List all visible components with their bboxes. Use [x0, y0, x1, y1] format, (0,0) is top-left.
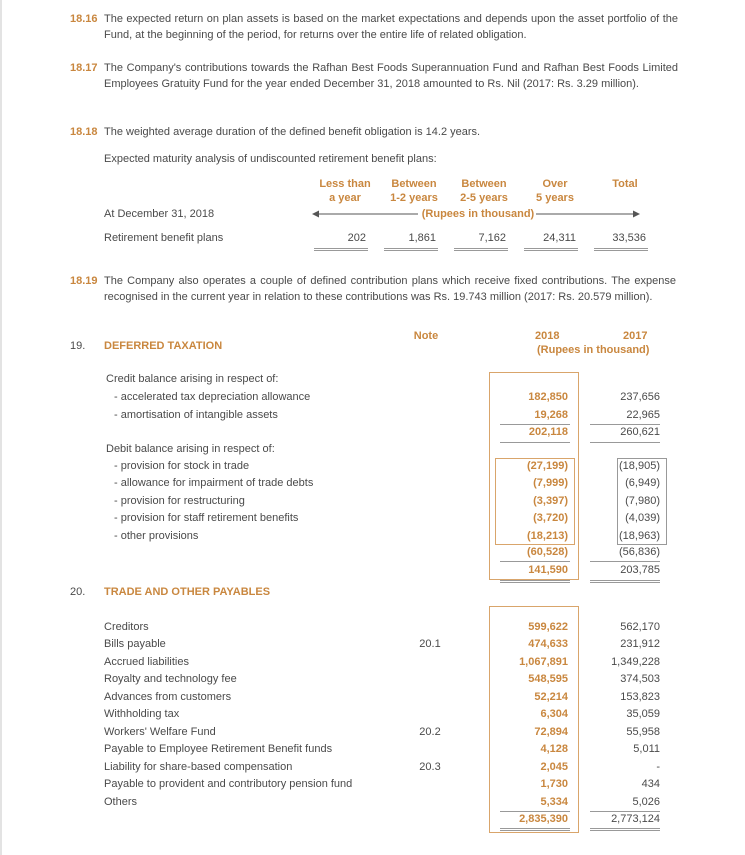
debit-total-line — [500, 561, 570, 562]
maturity-col-1-2-years: Between 1-2 years — [390, 178, 438, 204]
maturity-value-2-5-years: 7,162 — [478, 232, 506, 244]
payable-row-2017: - — [656, 760, 660, 773]
credit-row-2018: 182,850 — [528, 391, 568, 403]
maturity-row-label: Retirement benefit plans — [104, 232, 224, 244]
payable-row-label: Creditors — [104, 621, 149, 633]
credit-total-2017: 260,621 — [620, 426, 660, 438]
debit-row-2018: (27,199) — [527, 460, 568, 472]
payable-row-2018: 2,045 — [540, 760, 568, 773]
payable-row-label: Payable to Employee Retirement Benefit funds — [104, 743, 333, 756]
debit-total-2017: (56,836) — [619, 546, 660, 558]
maturity-underline — [314, 248, 368, 251]
note-18-16-text: The expected return on plan assets is based on the market expectations and depends upon the asset portfolio of the Fund, at the beginning of the period, for returns over the entire life of related obligation. — [104, 13, 678, 41]
maturity-col-over-5-years: Over 5 years — [536, 178, 574, 204]
payable-row-label: Workers' Welfare Fund — [104, 725, 216, 738]
note-18-16-number: 18.16 — [70, 13, 98, 25]
payable-row-note: 20.1 — [419, 638, 441, 651]
maturity-value-less-than-year: 202 — [347, 232, 366, 244]
year-2018-header: 2018 — [535, 330, 560, 342]
debit-row-2017: (4,039) — [625, 512, 660, 525]
page-edge-bar — [0, 0, 2, 855]
payable-row-2017: 1,349,228 — [611, 655, 660, 668]
debit-row-label: - allowance for impairment of trade debts — [114, 477, 314, 490]
payable-row-2018: 72,894 — [534, 725, 568, 738]
payable-row-2017: 5,026 — [632, 795, 660, 808]
section-20-number: 20. — [70, 586, 86, 598]
deferred-tax-net-2017: 203,785 — [620, 564, 660, 576]
maturity-unit-label: (Rupees in thousand) — [421, 208, 535, 220]
payable-row-label: Royalty and technology fee — [104, 673, 237, 686]
maturity-analysis-intro: Expected maturity analysis of undiscounted retirement benefit plans: — [104, 153, 437, 165]
debit-row-2018: (3,397) — [533, 494, 568, 507]
debit-total-2018: (60,528) — [527, 546, 568, 558]
note-column-header: Note — [413, 330, 439, 342]
payables-total-2017: 2,773,124 — [611, 813, 660, 825]
payable-row-2018: 548,595 — [528, 673, 568, 686]
section-20-title: TRADE AND OTHER PAYABLES — [104, 586, 271, 598]
debit-balance-heading: Debit balance arising in respect of: — [106, 443, 275, 455]
maturity-value-over-5-years: 24,311 — [543, 232, 576, 244]
credit-row-label: - accelerated tax depreciation allowance — [114, 391, 311, 403]
payable-row-2018: 474,633 — [528, 638, 568, 651]
debit-row-2017: (7,980) — [625, 494, 660, 507]
debit-row-2018: (18,213) — [527, 529, 568, 542]
maturity-value-1-2-years: 1,861 — [408, 232, 436, 244]
payable-row-2017: 55,958 — [626, 725, 660, 738]
payable-row-label: Bills payable — [104, 638, 166, 651]
payable-row-note: 20.3 — [419, 760, 441, 773]
deferred-tax-net-2018: 141,590 — [528, 564, 568, 576]
note-18-18-text: The weighted average duration of the defined benefit obligation is 14.2 years. — [104, 126, 481, 138]
net-total-double-line — [590, 580, 660, 583]
payable-row-2017: 562,170 — [620, 621, 660, 633]
year-2017-header: 2017 — [623, 330, 648, 342]
payable-row-2017: 5,011 — [633, 743, 660, 756]
payable-row-2018: 6,304 — [540, 708, 568, 721]
credit-row-2018: 19,268 — [534, 408, 568, 421]
arrow-left-icon — [312, 211, 319, 218]
payable-row-2018: 1,730 — [540, 778, 568, 791]
debit-row-2017: (6,949) — [625, 477, 660, 490]
payable-row-2017: 35,059 — [626, 708, 660, 721]
debit-2018-inner-box — [495, 458, 575, 545]
maturity-col-2-5-years: Between 2-5 years — [460, 178, 508, 204]
payable-row-2018: 52,214 — [534, 690, 568, 703]
payable-row-2017: 231,912 — [620, 638, 660, 651]
note-18-17-text: The Company's contributions towards the Rafhan Best Foods Superannuation Fund and Rafhan Best Foods Limited Employees Gratuity Fund for the year ended December 31, 2018 amounted to Rs. Nil (2017: Rs. 3.29 million). — [104, 62, 678, 90]
payable-row-label: Accrued liabilities — [104, 655, 189, 668]
debit-total-line — [590, 561, 660, 562]
debit-row-label: - other provisions — [114, 529, 199, 542]
payable-row-label: Others — [104, 795, 138, 808]
maturity-period-label: At December 31, 2018 — [104, 208, 215, 220]
payable-row-2018: 5,334 — [540, 795, 568, 808]
maturity-value-total: 33,536 — [612, 232, 646, 244]
debit-row-label: - provision for restructuring — [114, 494, 245, 507]
section-19-title: DEFERRED TAXATION — [104, 340, 223, 352]
debit-row-2018: (3,720) — [533, 512, 568, 525]
payable-row-label: Liability for share-based compensation — [104, 760, 293, 773]
payable-row-label: Payable to provident and contributory pension fund — [104, 778, 353, 791]
payable-row-2018: 1,067,891 — [519, 655, 568, 668]
payables-double-line — [500, 828, 570, 831]
payables-total-2018: 2,835,390 — [519, 813, 568, 825]
maturity-underline — [384, 248, 438, 251]
debit-row-label: - provision for stock in trade — [114, 460, 250, 472]
arrow-right-icon — [633, 211, 640, 218]
section-19-number: 19. — [70, 340, 86, 352]
payable-row-2017: 434 — [641, 778, 660, 791]
payable-row-note: 20.2 — [419, 725, 441, 738]
payable-row-2018: 4,128 — [540, 743, 568, 756]
credit-total-2018: 202,118 — [528, 426, 568, 438]
credit-row-2017: 237,656 — [620, 391, 660, 403]
maturity-underline — [594, 248, 648, 251]
debit-row-2017: (18,905) — [619, 460, 660, 472]
debit-row-2017: (18,963) — [619, 529, 660, 542]
note-18-18-number: 18.18 — [70, 126, 98, 138]
payable-row-label: Advances from customers — [104, 690, 232, 703]
debit-row-2018: (7,999) — [533, 477, 568, 490]
debit-row-label: - provision for staff retirement benefits — [114, 512, 299, 525]
maturity-col-less-than-year: Less than a year — [319, 178, 371, 204]
credit-total-line — [500, 442, 570, 443]
credit-row-label: - amortisation of intangible assets — [114, 408, 278, 421]
payable-row-2017: 153,823 — [620, 690, 660, 703]
payables-double-line — [590, 828, 660, 831]
maturity-underline — [524, 248, 578, 251]
payable-row-2018: 599,622 — [528, 621, 568, 633]
payable-row-label: Withholding tax — [104, 708, 180, 721]
net-total-double-line — [500, 580, 570, 583]
debit-2017-inner-box — [617, 458, 667, 545]
payable-row-2017: 374,503 — [620, 673, 660, 686]
note-18-19-text: The Company also operates a couple of defined contribution plans which receive fixed contributions. The expense recognised in the current year in relation to these contributions was Rs. 19.743 million (2017: Rs. 20.579 million). — [104, 275, 676, 303]
credit-row-2017: 22,965 — [626, 408, 660, 421]
currency-unit-header: (Rupees in thousand) — [537, 344, 650, 356]
note-18-19-number: 18.19 — [70, 275, 98, 287]
note-18-17-number: 18.17 — [70, 62, 98, 74]
credit-balance-heading: Credit balance arising in respect of: — [106, 373, 279, 385]
maturity-col-total: Total — [612, 178, 638, 190]
maturity-underline — [454, 248, 508, 251]
credit-total-line — [590, 442, 660, 443]
